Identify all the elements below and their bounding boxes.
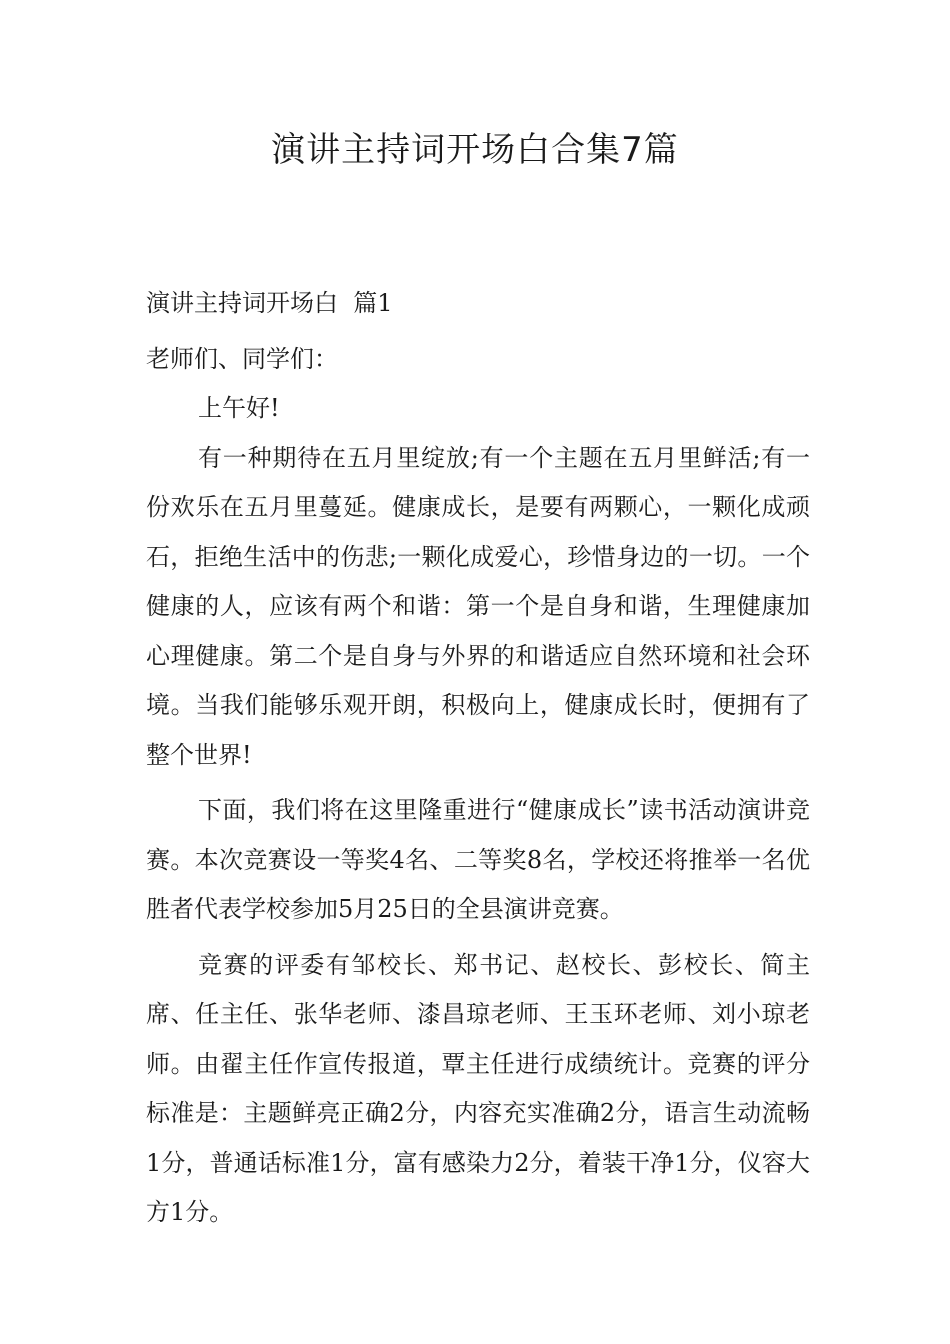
section-heading: 演讲主持词开场白 篇1 (146, 289, 393, 317)
document-title: 演讲主持词开场白合集7篇 (271, 130, 679, 170)
body-paragraph-1: 有一种期待在五月里绽放;有一个主题在五月里鲜活;有一份欢乐在五月里蔓延。健康成长，是要有两颗心，一颗化成顽石，拒绝生活中的伤悲;一颗化成爱心，珍惜身边的一切。一个健康的人，应该有两个和谐：第一个是自身和谐，生理健康加心理健康。第二个是自身与外界的和谐适应自然环境和社会环境。当我们能够乐观开朗，积极向上，健康成长时，便拥有了整个世界! (146, 443, 810, 769)
document-body (146, 279, 810, 1238)
salutation: 老师们、同学们： (146, 344, 338, 373)
greeting: 上午好! (198, 394, 280, 422)
body-paragraph-3: 竞赛的评委有邹校长、郑书记、赵校长、彭校长、简主席、任主任、张华老师、漆昌琼老师、王玉环老师、刘小琼老师。由翟主任作宣传报道，覃主任进行成绩统计。竞赛的评分标准是：主题鲜亮正确2分，内容充实准确2分，语言生动流畅1分，普通话标准1分，富有感染力2分，着装干净1分，仪容大方1分。 (146, 950, 810, 1226)
body-paragraph-2: 下面，我们将在这里隆重进行“健康成长”读书活动演讲竞赛。本次竞赛设一等奖4名、二等奖8名，学校还将推举一名优胜者代表学校参加5月25日的全县演讲竞赛。 (146, 796, 810, 923)
